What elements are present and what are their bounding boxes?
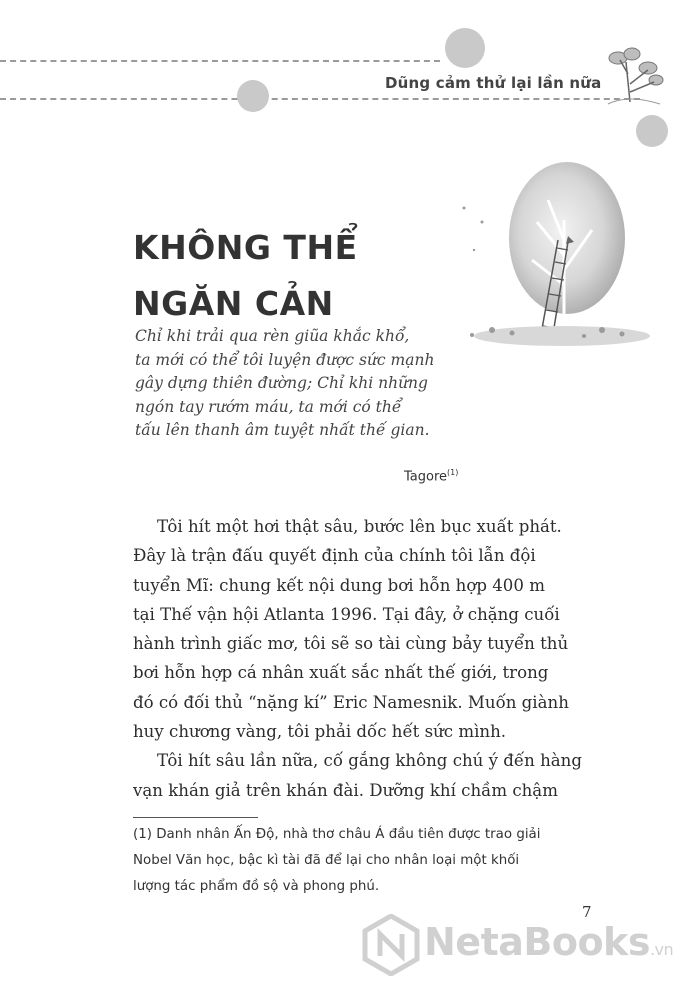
footnote-line: (1) Danh nhân Ấn Độ, nhà thơ châu Á đầu tiên được trao giải (133, 827, 541, 842)
body-line: bơi hỗn hợp cá nhân xuất sắc nhất thế giới, trong (133, 663, 549, 683)
decor-circle (237, 80, 269, 112)
epigraph-line: ta mới có thể tôi luyện được sức mạnh (135, 350, 435, 369)
footnote-line: lượng tác phẩm đồ sộ và phong phú. (133, 879, 380, 894)
body-line: Đây là trận đấu quyết định của chính tôi lẫn đội (133, 546, 536, 566)
body-line: huy chương vàng, tôi phải dốc hết sức mình. (133, 722, 507, 742)
body-line: tại Thế vận hội Atlanta 1996. Tại đây, ở chặng cuối (133, 604, 560, 624)
chapter-title-line: NGĂN CẢN (133, 284, 334, 323)
epigraph-line: ngón tay rướm máu, ta mới có thể (135, 397, 402, 416)
watermark-brand: NetaBooks (424, 920, 650, 964)
flower-icon (598, 44, 670, 108)
body-text (133, 512, 613, 805)
footnote (133, 822, 613, 900)
watermark-suffix: .vn (649, 940, 674, 959)
body-line: tuyển Mĩ: chung kết nội dung bơi hỗn hợp 400 m (133, 575, 545, 595)
epigraph-line: tấu lên thanh âm tuyệt nhất thế gian. (135, 421, 430, 439)
body-line: vạn khán giả trên khán đài. Dưỡng khí chầm chậm (133, 780, 558, 800)
chapter-title-line: KHÔNG THỂ (133, 228, 358, 267)
header-dashed-line-bottom (0, 98, 640, 100)
footnote-rule (133, 817, 258, 818)
body-line: hành trình giấc mơ, tôi sẽ so tài cùng bảy tuyển thủ (133, 634, 569, 654)
epigraph-author (404, 468, 458, 484)
body-line: Tôi hít sâu lần nữa, cố gắng không chú ý đến hàng (157, 751, 582, 771)
watermark-text (424, 920, 673, 964)
epigraph-line: Chỉ khi trải qua rèn giũa khắc khổ, (135, 327, 410, 345)
watermark (362, 910, 698, 980)
chapter-title (133, 220, 463, 332)
author-name: Tagore (404, 469, 448, 485)
footnote-line: Nobel Văn học, bậc kì tài đã để lại cho nhân loại một khối (133, 853, 520, 868)
netabooks-logo-icon (362, 914, 420, 976)
page-number: 7 (582, 903, 592, 921)
epigraph (135, 325, 465, 443)
running-head: Dũng cảm thử lại lần nữa (385, 74, 602, 92)
body-line: đó có đối thủ “nặng kí” Eric Namesnik. Muốn giành (133, 692, 569, 712)
decor-circle (636, 115, 668, 147)
footnote-marker: (1) (447, 468, 459, 477)
epigraph-line: gây dựng thiên đường; Chỉ khi những (135, 374, 428, 392)
tree-illustration (452, 160, 652, 360)
header-dashed-line-top (0, 60, 440, 62)
body-line: Tôi hít một hơi thật sâu, bước lên bục xuất phát. (157, 517, 562, 536)
decor-circle (445, 28, 485, 68)
